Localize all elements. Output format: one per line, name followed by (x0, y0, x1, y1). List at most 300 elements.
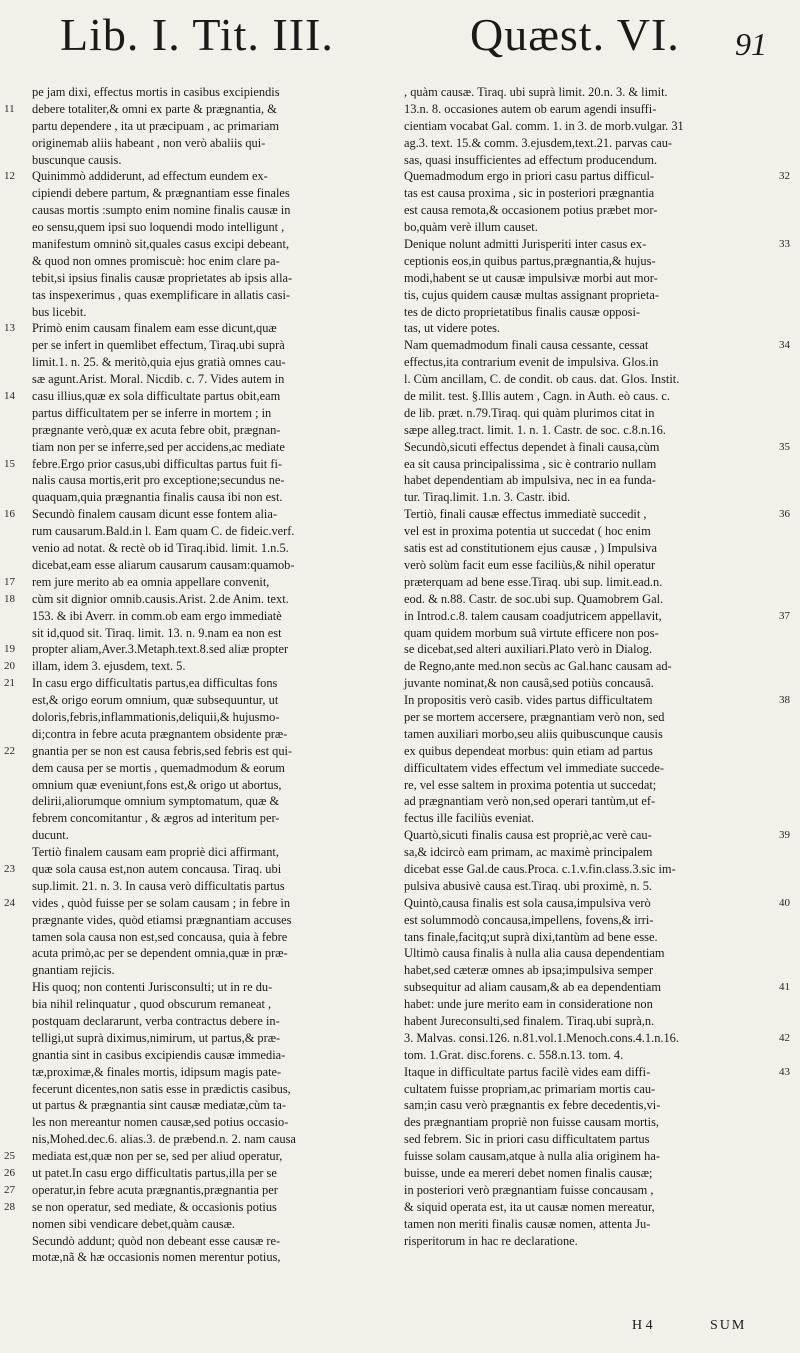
line-text: difficultatem vides effectum vel immediate succede- (404, 760, 664, 775)
line-text: febre.Ergo prior casus,ubi difficultas partus fuit fi- (32, 456, 283, 471)
line-text: de milit. test. §.Illis autem , Cagn. in Auth. eò caus. c. (404, 389, 671, 404)
text-line (32, 878, 392, 895)
margin-number: 40 (779, 896, 790, 909)
catchword: SUM (710, 1318, 747, 1333)
text-line (404, 861, 760, 878)
text-line (404, 135, 760, 152)
margin-number: 24 (4, 896, 15, 909)
text-line (32, 118, 392, 135)
line-text: se non operatur, sed mediate, & occasionis potius (32, 1199, 277, 1214)
margin-number: 22 (4, 744, 15, 757)
question-title: Quæst. VI. (470, 9, 680, 60)
text-line (32, 523, 392, 540)
text-line (404, 168, 790, 185)
text-line (404, 152, 760, 169)
line-text: est causa remota,& occasionem potius præbet mor- (404, 203, 658, 218)
line-text: tamen auxiliari morbo,seu aliis quibuscunque causis (404, 726, 663, 741)
text-line (404, 337, 790, 354)
page-number: 91 (735, 26, 767, 62)
text-line (32, 810, 392, 827)
running-header (0, 6, 800, 78)
margin-number: 39 (779, 829, 790, 842)
line-text: satis est ad constitutionem ejus causæ , ) Impulsiva (404, 541, 657, 556)
text-line (4, 1165, 392, 1182)
line-text: cùm sit dignior omnib.causis.Arist. 2.de Anim. text. (32, 591, 289, 606)
line-text: pulsiva abusivè causa est.Tiraq. ubi proximè, n. 5. (404, 878, 653, 893)
line-text: ut partus & prægnantia sint causæ mediatæ,cùm ta- (32, 1098, 286, 1113)
margin-number: 11 (4, 102, 15, 115)
text-line (32, 929, 392, 946)
text-line (404, 743, 760, 760)
text-line (404, 506, 790, 523)
text-line (404, 878, 760, 895)
text-line (404, 709, 760, 726)
line-text: est,& origo eorum omnium, quæ subsequuntur, ut (32, 693, 279, 708)
margin-number: 34 (779, 339, 790, 352)
left-column (4, 84, 392, 1266)
page-footer (0, 1318, 800, 1342)
margin-number: 15 (4, 457, 15, 470)
margin-number: 25 (4, 1150, 15, 1163)
margin-number: 19 (4, 643, 15, 656)
margin-number: 20 (4, 660, 15, 673)
line-text: est solummodò concausa,impellens, fovens,& irri- (404, 912, 654, 927)
text-line (4, 591, 392, 608)
line-text: rem jure merito ab ea omnia appellare convenit, (32, 574, 270, 589)
text-line (32, 540, 392, 557)
line-text: quam quidem morbum suâ virtute efficere non pos- (404, 625, 659, 640)
line-text: eo sensu,quem ipsi suo loquendi modo intelligunt , (32, 220, 285, 235)
line-text: præterquam ad bene esse.Tiraq. ubi sup. limit.ead.n. (404, 574, 663, 589)
line-text: des prægnantiam propriè non fuisse causam mortis, (404, 1115, 659, 1130)
text-line (32, 844, 392, 861)
line-text: omnium quæ eveniunt,fons est,& origo ut abortus, (32, 777, 282, 792)
text-line (32, 557, 392, 574)
line-text: tans finale,facitq;ut suprà dixi,tantùm ad bene esse. (404, 929, 658, 944)
line-text: sas, quasi insufficientes ad effectum producendum. (404, 152, 658, 167)
line-text: & siquid operata est, ita ut causæ nomen mereatur, (404, 1199, 655, 1214)
text-line (404, 118, 760, 135)
text-line (32, 371, 392, 388)
line-text: in posteriori verò prægnantiam fuisse concausam , (404, 1182, 654, 1197)
text-line (32, 354, 392, 371)
line-text: les non mereantur nomen causæ,sed potius occasio- (32, 1115, 289, 1130)
line-text: Quartò,sicuti finalis causa est propriè,ac verè cau- (404, 828, 652, 843)
line-text: vides , quòd fuisse per se solam causam ; in febre in (32, 895, 291, 910)
text-line (404, 422, 760, 439)
text-line (404, 557, 760, 574)
line-text: limit.1. n. 25. & meritò,quia ejus gratià omnes cau- (32, 355, 286, 370)
text-line (404, 1114, 760, 1131)
margin-number: 26 (4, 1167, 15, 1179)
text-line (404, 1047, 760, 1064)
line-text: 3. Malvas. consi.126. n.81.vol.1.Menoch.cons.4.1.n.16. (404, 1030, 679, 1045)
text-line (404, 405, 760, 422)
line-text: habet: unde jure merito eam in consideratione non (404, 997, 653, 1012)
text-line (32, 945, 392, 962)
margin-number: 21 (4, 677, 15, 690)
text-line (404, 1148, 760, 1165)
margin-number: 28 (4, 1200, 15, 1213)
text-line (32, 777, 392, 794)
text-line (404, 1030, 790, 1047)
text-line (404, 185, 760, 202)
text-line (32, 1030, 392, 1047)
text-line (32, 405, 392, 422)
line-text: operatur,in febre acuta prægnantis,prægnantia per (32, 1182, 278, 1197)
line-text: in Introd.c.8. talem causam coadjutricem appellavit, (404, 608, 662, 623)
line-text: Quinimmò addiderunt, ad effectum eundem ex- (32, 169, 268, 184)
text-line (32, 1081, 392, 1098)
line-text: venio ad notat. & rectè ob id Tiraq.ibid. limit. 1.n.5. (32, 541, 289, 556)
text-line (404, 1216, 760, 1233)
line-text: per se mortem accersere, prægnantiam verò non, sed (404, 709, 665, 724)
text-line (4, 675, 392, 692)
line-text: fuisse solam causam,atque à nulla alia originem ha- (404, 1149, 660, 1164)
text-line (404, 523, 760, 540)
right-column (404, 84, 790, 1249)
text-line (4, 1199, 392, 1216)
text-line (32, 236, 392, 253)
text-line (32, 135, 392, 152)
line-text: postquam declararunt, verba contractus debere in- (32, 1013, 280, 1028)
line-text: partu dependere , ita ut præcipuam , ac primariam (32, 118, 280, 133)
text-line (4, 895, 392, 912)
text-line (32, 709, 392, 726)
line-text: Quemadmodum ergo in priori casu partus difficul- (404, 169, 655, 184)
line-text: prægnante verò,quæ ex acuta febre obit, prægnan- (32, 422, 281, 437)
line-text: propter aliam,Aver.3.Metaph.text.8.sed aliæ propter (32, 642, 289, 657)
line-text: se dicebat,sed alteri auxiliari.Plato verò in Dialog. (404, 642, 653, 657)
text-line (32, 1013, 392, 1030)
text-line (404, 1131, 760, 1148)
line-text: Itaque in difficultate partus facilè vides eam diffi- (404, 1064, 651, 1079)
line-text: ut patet.In casu ergo difficultatis partus,illa per se (32, 1166, 277, 1180)
line-text: ex quibus dependeat morbus: quin etiam ad partus (404, 743, 653, 758)
line-text: Tertiò finalem causam eam propriè dici affirmant, (32, 845, 279, 860)
line-text: tamen non meriti finalis causæ nomen, attenta Ju- (404, 1216, 651, 1231)
line-text: gnantiam rejicis. (32, 963, 115, 978)
text-line (32, 270, 392, 287)
line-text: modi,habent se ut causæ impulsivæ morbi aut mor- (404, 270, 658, 285)
text-line (404, 439, 790, 456)
text-line (404, 287, 760, 304)
line-text: juvante nominat,& non causâ,sed potiùs concausâ. (404, 676, 654, 691)
text-line (32, 996, 392, 1013)
line-text: tes de dicto proprietatibus finalis causæ opposi- (404, 304, 641, 319)
line-text: telligi,ut suprà diximus,nimirum, ut partus,& præ- (32, 1030, 281, 1045)
text-line (404, 793, 760, 810)
text-line (404, 84, 760, 101)
text-line (404, 675, 760, 692)
text-line (404, 1013, 760, 1030)
line-text: per se infert in quemlibet effectum, Tiraq.ubi suprà (32, 338, 285, 353)
text-line (32, 185, 392, 202)
line-text: ad prægnantiam verò non,sed operari tantùm,ut ef- (404, 794, 656, 809)
line-text: bo,quàm verè illum causet. (404, 220, 538, 235)
line-text: Quintò,causa finalis est sola causa,impulsiva verò (404, 895, 651, 910)
book-title: Lib. I. Tit. III. (60, 9, 334, 60)
line-text: risperitorum in hac re declaratione. (404, 1233, 578, 1248)
text-line (32, 439, 392, 456)
line-text: partus difficultatem per se inferre in mortem ; in (32, 405, 272, 420)
line-text: sed febrem. Sic in priori casu difficultatem partus (404, 1132, 650, 1147)
margin-number: 17 (4, 575, 15, 588)
line-text: bus licebit. (32, 304, 87, 319)
text-line (32, 625, 392, 642)
line-text: nis,Mohed.dec.6. alias.3. de præbend.n. 2. nam causa (32, 1132, 296, 1147)
margin-number: 35 (779, 440, 790, 453)
text-line (32, 1131, 392, 1148)
text-line (4, 320, 392, 337)
margin-number: 41 (779, 981, 790, 994)
text-line (404, 371, 760, 388)
text-line (32, 1097, 392, 1114)
line-text: sæpe alleg.tract. limit. 1. n. 1. Castr. de soc. c.8.n.16. (404, 422, 666, 437)
line-text: Secundò addunt; quòd non debeant esse causæ re- (32, 1233, 281, 1248)
text-line (32, 287, 392, 304)
line-text: l. Cùm ancillam, C. de condit. ob caus. dat. Glos. Instit. (404, 372, 680, 387)
line-text: fecerunt dicentes,non satis esse in prædictis casibus, (32, 1081, 291, 1096)
line-text: prægnante vides, quòd etiamsi prægnantiam accuses (32, 912, 292, 927)
line-text: verò solùm facit eum esse faciliùs,& nihil operatur (404, 557, 656, 572)
line-text: motæ,nã & hæ occasionis nomen merentur potius, (32, 1250, 281, 1265)
text-line (32, 219, 392, 236)
text-line (32, 202, 392, 219)
text-line (404, 236, 790, 253)
line-text: rum causarum.Bald.in l. Eam quam C. de fideic.verf. (32, 524, 295, 539)
text-line (404, 625, 760, 642)
line-text: cientiam vocabat Gal. comm. 1. in 3. de morb.vulgar. 31 (404, 118, 684, 133)
text-line (32, 253, 392, 270)
text-line (404, 591, 760, 608)
margin-number: 16 (4, 508, 15, 521)
line-text: originemab aliis habeant , non verò abaliis qui- (32, 135, 266, 150)
line-text: Primò enim causam finalem eam esse dicunt,quæ (32, 321, 277, 336)
line-text: Denique nolunt admitti Jurisperiti inter casus ex- (404, 237, 647, 252)
text-line (404, 895, 790, 912)
line-text: sa,& idcircò eam primam, ac maximè principalem (404, 845, 653, 860)
line-text: causas mortis :sumpto enim nomine finalis causæ in (32, 203, 291, 218)
line-text: gnantia per se non est causa febris,sed febris est qui- (32, 743, 293, 758)
text-line (404, 962, 760, 979)
text-line (404, 777, 760, 794)
line-text: Nam quemadmodum finali causa cessante, cessat (404, 338, 649, 353)
text-line (32, 760, 392, 777)
text-line (404, 1165, 760, 1182)
line-text: nalis causa mortis,erit pro exceptione;secundus ne- (32, 473, 285, 488)
text-line (404, 996, 760, 1013)
text-line (404, 608, 790, 625)
line-text: effectus,ita contrarium evenit de impulsiva. Glos.in (404, 355, 659, 370)
margin-number: 42 (779, 1031, 790, 1044)
line-text: casu illius,quæ ex sola difficultate partus obit,eam (32, 389, 281, 404)
text-line (404, 540, 760, 557)
text-line (32, 422, 392, 439)
text-line (404, 101, 760, 118)
text-line (4, 388, 392, 405)
line-text: dicebat esse Gal.de caus.Proca. c.1.v.fin.class.3.sic im- (404, 861, 676, 876)
line-text: 13.n. 8. occasiones autem ob earum agendi insuffi- (404, 101, 657, 116)
line-text: tas est causa proxima , sic in posteriori prægnantia (404, 186, 655, 201)
text-line (404, 219, 760, 236)
line-text: ag.3. text. 15.& comm. 3.ejusdem,text.21. parvas cau- (404, 135, 673, 150)
margin-number: 13 (4, 322, 15, 335)
text-line (32, 1064, 392, 1081)
text-line (404, 320, 760, 337)
text-line (32, 726, 392, 743)
line-text: de Regno,ante med.non secùs ac Gal.hanc causam ad- (404, 659, 672, 674)
line-text: bia nihil relinquatur , quod obscurum remaneat , (32, 997, 272, 1012)
text-line (404, 253, 760, 270)
text-line (4, 101, 392, 118)
line-text: His quoq; non contenti Jurisconsulti; ut in re du- (32, 980, 273, 995)
text-line (404, 304, 760, 321)
line-text: buisse, unde ea mereri debet nomen finalis causæ; (404, 1166, 653, 1180)
line-text: In casu ergo difficultatis partus,ea difficultas fons (32, 676, 278, 691)
text-line (4, 574, 392, 591)
line-text: cultatem fuisse propriam,ac primariam mortis cau- (404, 1081, 656, 1096)
line-text: subsequitur ad aliam causam,& ab ea dependentiam (404, 980, 662, 995)
text-line (404, 912, 760, 929)
line-text: Secundò,sicuti effectus dependet à finali causa,cùm (404, 439, 660, 454)
line-text: tom. 1.Grat. disc.forens. c. 558.n.13. tom. 4. (404, 1047, 624, 1062)
line-text: tiam non per se inferre,sed per accidens,ac mediate (32, 439, 285, 454)
line-text: fectus ille faciliùs eveniat. (404, 811, 535, 826)
signature-mark: H 4 (632, 1318, 653, 1333)
text-line (4, 168, 392, 185)
text-line (404, 979, 790, 996)
line-text: buscunque causis. (32, 152, 122, 167)
line-text: delirii,aliorumque omnium symptomatum, quæ & (32, 794, 280, 809)
text-line (404, 641, 760, 658)
line-text: habent Jureconsulti,sed finalem. Tiraq.ubi suprà,n. (404, 1013, 655, 1028)
line-text: 153. & ibi Averr. in comm.ob eam ergo immediatè (32, 608, 282, 623)
text-line (404, 760, 760, 777)
margin-number: 32 (779, 170, 790, 183)
text-line (404, 844, 760, 861)
line-text: mediata est,quæ non per se, sed per aliud operatur, (32, 1149, 283, 1164)
margin-number: 33 (779, 238, 790, 251)
text-line (4, 456, 392, 473)
text-line (404, 1081, 760, 1098)
text-line (4, 861, 392, 878)
text-line (404, 692, 790, 709)
line-text: & quod non omnes promiscuè: hoc enim clare pa- (32, 253, 280, 268)
margin-number: 27 (4, 1183, 15, 1196)
text-line (4, 641, 392, 658)
line-text: tæ,proximæ,& finales mortis, idipsum magis pate- (32, 1064, 282, 1079)
line-text: acuta primò,ac per se dependent omnia,quæ in præ- (32, 946, 288, 961)
text-line (404, 658, 760, 675)
line-text: tas, ut videre potes. (404, 321, 501, 336)
line-text: vel est in proxima potentia ut succedat ( hoc enim (404, 524, 651, 539)
text-line (404, 726, 760, 743)
line-text: debere totaliter,& omni ex parte & prægnantia, & (32, 101, 277, 116)
margin-number: 37 (779, 609, 790, 622)
margin-number: 12 (4, 170, 15, 183)
margin-number: 36 (779, 508, 790, 521)
text-line (32, 1114, 392, 1131)
line-text: habet,sed cæteræ omnes ab ipsa;impulsiva semper (404, 963, 654, 978)
line-text: sæ agunt.Arist. Moral. Nicdib. c. 7. Vides autem in (32, 372, 285, 387)
line-text: doloris,febris,inflammationis,deliquii,& hujusmo- (32, 709, 280, 724)
text-line (4, 743, 392, 760)
text-line (32, 979, 392, 996)
line-text: habet dependentiam ab impulsiva, nec in ea funda- (404, 473, 656, 488)
text-line (404, 202, 760, 219)
text-line (32, 1233, 392, 1250)
text-line (404, 489, 760, 506)
text-line (32, 337, 392, 354)
line-text: Ultimò causa finalis à nulla alia causa dependentiam (404, 946, 665, 961)
line-text: ceptionis eos,in quibus partus,prægnantia,& hujus- (404, 253, 656, 268)
line-text: eod. & n.88. Castr. de soc.ubi sup. Quamobrem Gal. (404, 591, 664, 606)
text-line (404, 1097, 760, 1114)
line-text: cipiendi debere partum, & prægnantiam esse finales (32, 186, 290, 201)
line-text: tamen sola causa non est,sed concausa, quia à febre (32, 929, 288, 944)
margin-number: 43 (779, 1065, 790, 1078)
line-text: illam, idem 3. ejusdem, text. 5. (32, 659, 186, 674)
line-text: quæ sola causa est,non autem concausa. Tiraq. ubi (32, 861, 282, 876)
line-text: tur. Tiraq.limit. 1.n. 3. Castr. ibid. (404, 490, 571, 505)
margin-number: 38 (779, 694, 790, 707)
line-text: sit id,quod sit. Tiraq. limit. 13. n. 9.nam ea non est (32, 625, 282, 640)
text-line (32, 608, 392, 625)
text-line (32, 692, 392, 709)
text-line (404, 574, 760, 591)
text-line (32, 152, 392, 169)
line-text: Tertiò, finali causæ effectus immediatè succedit , (404, 507, 647, 522)
text-line (404, 929, 760, 946)
text-line (32, 1216, 392, 1233)
text-line (404, 270, 760, 287)
text-line (4, 1148, 392, 1165)
line-text: de lib. præt. n.79.Tiraq. qui quàm plurimos citat in (404, 405, 655, 420)
line-text: pe jam dixi, effectus mortis in casibus excipiendis (32, 85, 280, 99)
line-text: ea sit causa principalissima , sic è contrario nullam (404, 456, 657, 471)
text-line (4, 1182, 392, 1199)
line-text: Secundò finalem causam dicunt esse fontem alia- (32, 507, 277, 522)
line-text: , quàm causæ. Tiraq. ubi suprà limit. 20.n. 3. & limit. (404, 85, 668, 99)
text-line (32, 962, 392, 979)
margin-number: 23 (4, 862, 15, 875)
line-text: sam;in casu verò prægnantis ex febre decedentis,vi- (404, 1098, 661, 1113)
line-text: tis, cujus quidem causæ multas assignant proprieta- (404, 287, 659, 302)
text-line (404, 945, 760, 962)
line-text: manifestum omninò sit,quales casus excipi debeant, (32, 237, 290, 252)
text-line (404, 810, 760, 827)
text-line (32, 793, 392, 810)
text-line (32, 472, 392, 489)
line-text: dem causa per se mortis , quemadmodum & eorum (32, 760, 285, 775)
line-text: sup.limit. 21. n. 3. In causa verò difficultatis partus (32, 878, 285, 893)
text-line (404, 1182, 760, 1199)
line-text: dicebat,eam esse aliarum causarum causam:quamob- (32, 557, 295, 572)
line-text: In propositis verò casib. vides partus difficultatem (404, 693, 653, 708)
text-line (404, 472, 760, 489)
margin-number: 14 (4, 390, 15, 403)
line-text: re, vel esse saltem in proxima potentia ut succedat; (404, 777, 657, 792)
text-line (404, 1064, 790, 1081)
text-line (404, 827, 790, 844)
text-line (404, 1199, 760, 1216)
text-line (404, 456, 760, 473)
line-text: ducunt. (32, 828, 69, 843)
line-text: tas inspexerimus , quas exemplificare in allatis casi- (32, 287, 291, 302)
text-line (32, 1047, 392, 1064)
text-line (404, 354, 760, 371)
